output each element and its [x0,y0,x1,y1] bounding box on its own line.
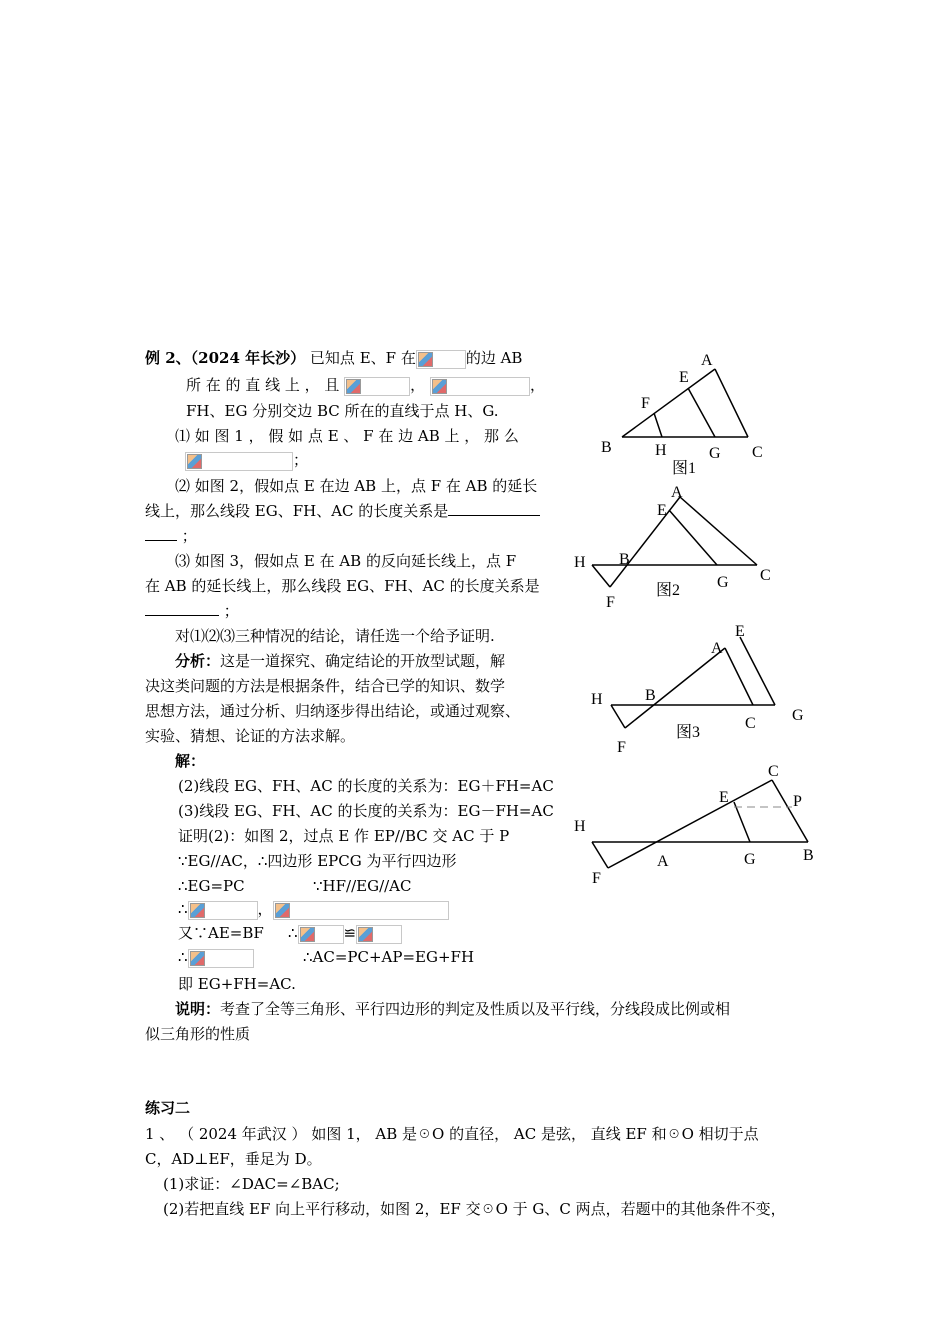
note-line-1 [175,999,730,1019]
fig4-label-c: C [768,763,779,780]
example-line-2 [186,375,545,396]
practice-line-2: C，AD⊥EF，垂足为 D。 [145,1150,322,1168]
text: ； [181,527,197,545]
practice-title: 练习二 [145,1099,191,1117]
fig1-label-c: C [752,444,763,461]
fig3-label-a: A [711,640,723,657]
practice-line-4: (2)若把直线 EF 向上平行移动，如图 2，EF 交☉O 于 G、C 两点，若题中的其他条件不变， [163,1200,786,1218]
solution-line-9: 即 EG+FH=AC. [178,975,296,993]
fig1-label-e: E [679,369,689,386]
formula-image [430,377,530,396]
fig2-label-g: G [717,574,729,591]
question-3-line-3 [145,601,239,621]
solution-line-2: (3)线段 EG、FH、AC 的长度的关系为：EG－FH=AC [178,802,554,820]
formula-image [344,377,410,396]
text: 线上，那么线段 EG、FH、AC 的长度关系是 [145,502,449,520]
formula-image [188,901,258,920]
fig3-label-g: G [792,707,804,724]
fig3-line-eg [740,637,775,705]
note-line-2: 似三角形的性质 [145,1025,251,1043]
fig4-label-e: E [719,789,729,806]
fig4-label-b: B [803,847,814,864]
fig4-label-f: F [592,870,601,887]
formula-image [356,925,402,944]
example-line-3: FH、EG 分别交边 BC 所在的直线于点 H、G. [186,402,499,420]
figure-1 [590,345,780,475]
fig2-label-c: C [760,567,771,584]
formula-image [273,901,449,920]
answer-blank [145,526,177,541]
question-2-line-2 [145,501,540,521]
solution-line-5a: ∴EG=PC [178,877,245,895]
fig1-line-ac [715,369,748,437]
text: ∴ [288,924,298,942]
fig4-label-a: A [657,853,669,870]
question-2-line-3 [145,526,197,546]
task-text: 对⑴⑵⑶三种情况的结论，请任选一个给予证明. [175,627,495,645]
solution-line-1: (2)线段 EG、FH、AC 的长度的关系为：EG＋FH=AC [178,777,554,795]
text: ； [293,451,309,469]
practice-line-1: 1 、 （ 2024 年武汉 ） 如图 1， AB 是☉O 的直径， AC 是弦， 直线 EF 和☉O 相切于点 [145,1125,759,1143]
fig2-line-eg [669,510,717,565]
fig1-label-a: A [701,352,713,369]
fig1-line-ba [622,369,715,437]
fig3-label-c: C [745,715,756,732]
fig1-label-g: G [709,445,721,462]
answer-blank [145,601,219,616]
fig3-label-f: F [617,739,626,756]
fig4-label-p: P [793,793,802,810]
text: 已知点 E、F 在 [309,349,416,367]
solution-line-8a [178,947,254,968]
fig2-line-hf [592,565,610,587]
question-3-line-1: ⑶ 如图 3，假如点 E 在 AB 的反向延长线上，点 F [175,552,517,570]
figure-4 [568,760,828,890]
fig2-label-h: H [574,554,586,571]
example-line-1 [145,348,522,369]
text: 的边 AB [465,349,523,367]
fig3-caption: 图3 [676,724,701,741]
fig4-line-cb [772,780,808,842]
fig1-line-eg [688,388,715,437]
analysis-label: 分析： [175,652,221,670]
fig3-label-b: B [645,687,656,704]
solution-line-8b: ∴AC=PC+AP=EG+FH [303,948,475,966]
solution-line-5b: ∵HF//EG//AC [313,877,412,895]
text: ， [257,900,273,918]
fig4-label-h: H [574,818,586,835]
question-1: ⑴ 如 图 1 ， 假 如 点 E 、 F 在 边 AB 上 ， 那 么 [175,427,519,445]
analysis-line-3: 思想方法，通过分析、归纳逐步得出结论，或通过观察、 [145,702,521,720]
example-title: 例 2、（2024 年长沙） [145,349,306,367]
fig2-line-ac [680,497,757,565]
solution-line-7b [288,923,402,944]
solution-line-6 [178,899,449,920]
fig1-caption: 图1 [672,460,697,477]
text: ∴ [178,948,188,966]
fig2-label-e: E [657,502,667,519]
text: 所 在 的 直 线 上 ， 且 [186,376,340,394]
analysis-line-1 [175,651,505,671]
text: ， [529,376,545,394]
fig2-label-a: A [671,484,683,501]
fig3-label-h: H [591,691,603,708]
analysis-line-2: 决这类问题的方法是根据条件，结合已学的知识、数学 [145,677,506,695]
solution-line-4: ∵EG//AC，∴四边形 EPCG 为平行四边形 [178,852,457,870]
solution-label: 解： [175,752,206,770]
fig3-line-ac [725,648,753,705]
fig3-line-fa [625,648,725,728]
fig1-label-b: B [601,439,612,456]
text: 考查了全等三角形、平行四边形的判定及性质以及平行线，分线段成比例或相 [220,1000,731,1018]
solution-line-3: 证明(2)：如图 2，过点 E 作 EP//BC 交 AC 于 P [178,827,510,845]
fig4-label-g: G [744,851,756,868]
practice-line-3: (1)求证：∠DAC=∠BAC; [163,1175,340,1193]
text: ； [223,602,239,620]
figure-2 [570,480,770,610]
fig3-label-e: E [735,623,745,640]
fig1-line-fh [654,413,662,437]
answer-blank [448,501,540,516]
fig2-caption: 图2 [656,582,681,599]
note-label: 说明： [175,1000,221,1018]
question-2-line-1: ⑵ 如图 2，假如点 E 在边 AB 上，点 F 在 AB 的延长 [175,477,538,495]
fig1-label-f: F [641,395,650,412]
question-1-answer [185,450,308,471]
fig2-label-b: B [619,551,630,568]
solution-line-7a: 又∵AE=BF [178,924,264,942]
formula-image [298,925,344,944]
fig4-line-eg [734,802,750,842]
text: ≌ [343,924,357,942]
text: ∴ [178,900,188,918]
fig3-line-hf [611,705,625,728]
fig2-label-f: F [606,594,615,611]
text: 这是一道探究、确定结论的开放型试题，解 [220,652,506,670]
fig1-label-h: H [655,442,667,459]
formula-image [416,350,466,369]
question-3-line-2: 在 AB 的延长线上，那么线段 EG、FH、AC 的长度关系是 [145,577,540,595]
fig4-line-hf [592,842,608,868]
figure-3 [585,620,815,755]
formula-image [185,452,293,471]
formula-image [188,949,254,968]
text: ， [410,376,426,394]
analysis-line-4: 实验、猜想、论证的方法求解。 [145,727,356,745]
